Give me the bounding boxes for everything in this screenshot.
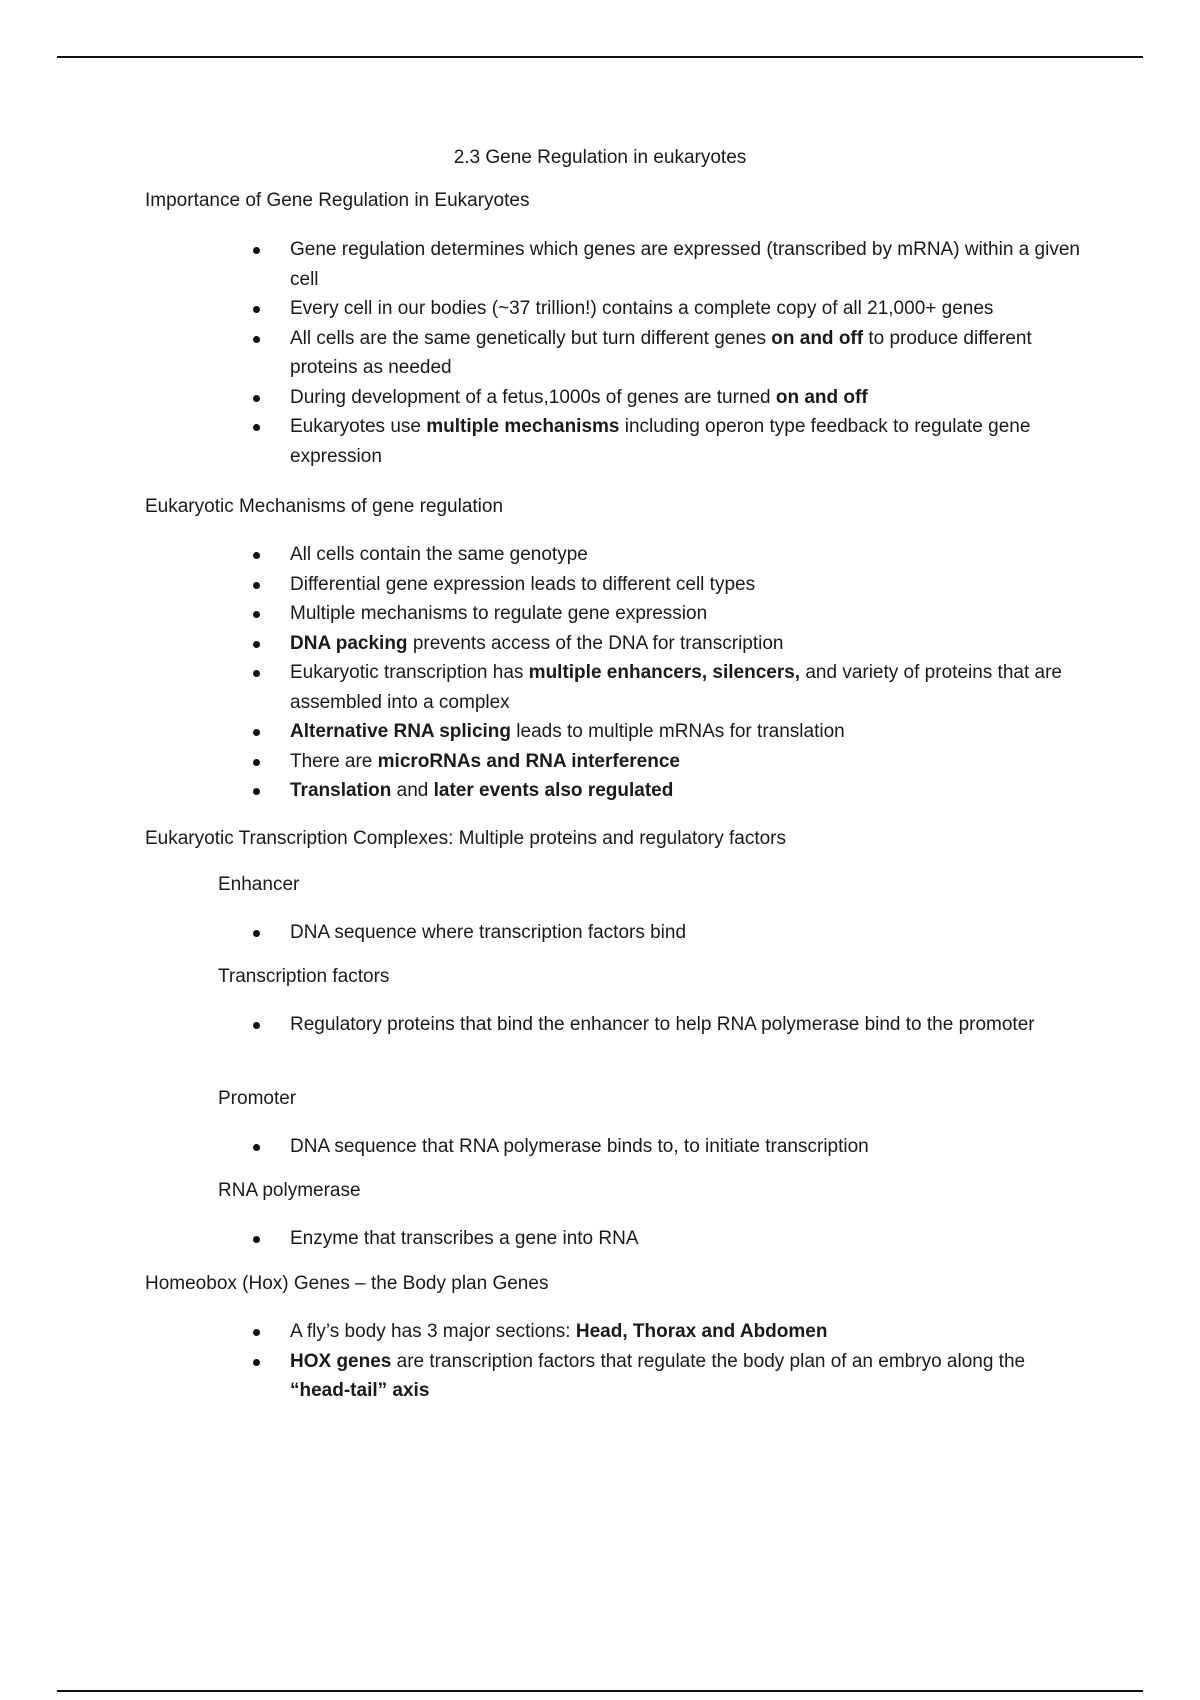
section-heading-mechanisms: Eukaryotic Mechanisms of gene regulation [145, 496, 504, 517]
list-item: Eukaryotic transcription has multiple enhancers, silencers, and variety of proteins that are assembled into a complex [250, 658, 1090, 717]
list-item: During development of a fetus,1000s of genes are turned on and off [250, 383, 1090, 413]
list-item: DNA packing prevents access of the DNA for transcription [250, 629, 1090, 659]
list-item: Differential gene expression leads to different cell types [250, 570, 1090, 600]
enhancer-list [250, 918, 1090, 948]
importance-list [250, 235, 1090, 471]
list-item: Alternative RNA splicing leads to multiple mRNAs for translation [250, 717, 1090, 747]
top-rule [57, 56, 1143, 58]
promoter-list [250, 1132, 1090, 1162]
section-heading-complexes: Eukaryotic Transcription Complexes: Multiple proteins and regulatory factors [145, 828, 787, 849]
list-item: Multiple mechanisms to regulate gene expression [250, 599, 1090, 629]
list-item: DNA sequence that RNA polymerase binds to, to initiate transcription [250, 1132, 1090, 1162]
section-heading-hox: Homeobox (Hox) Genes – the Body plan Genes [145, 1273, 549, 1294]
list-item: All cells contain the same genotype [250, 540, 1090, 570]
list-item: Gene regulation determines which genes are expressed (transcribed by mRNA) within a given cell [250, 235, 1090, 294]
list-item: Enzyme that transcribes a gene into RNA [250, 1224, 1090, 1254]
list-item: Every cell in our bodies (~37 trillion!) contains a complete copy of all 21,000+ genes [250, 294, 1090, 324]
list-item: Regulatory proteins that bind the enhancer to help RNA polymerase bind to the promoter [250, 1010, 1090, 1040]
list-item: Eukaryotes use multiple mechanisms including operon type feedback to regulate gene expression [250, 412, 1090, 471]
list-item: A fly’s body has 3 major sections: Head, Thorax and Abdomen [250, 1317, 1090, 1347]
subheading-enhancer: Enhancer [218, 874, 300, 895]
hox-list [250, 1317, 1090, 1406]
subheading-rna-polymerase: RNA polymerase [218, 1180, 361, 1201]
list-item: Translation and later events also regulated [250, 776, 1090, 806]
list-item: DNA sequence where transcription factors bind [250, 918, 1090, 948]
tfactors-list [250, 1010, 1090, 1040]
polymerase-list [250, 1224, 1090, 1254]
list-item: All cells are the same genetically but turn different genes on and off to produce different proteins as needed [250, 324, 1090, 383]
list-item: There are microRNAs and RNA interference [250, 747, 1090, 777]
bottom-rule [57, 1690, 1143, 1692]
section-heading-importance: Importance of Gene Regulation in Eukaryotes [145, 190, 530, 211]
page-title: 2.3 Gene Regulation in eukaryotes [453, 147, 747, 168]
mechanisms-list [250, 540, 1090, 806]
subheading-transcription-factors: Transcription factors [218, 966, 390, 987]
subheading-promoter: Promoter [218, 1088, 297, 1109]
list-item: HOX genes are transcription factors that regulate the body plan of an embryo along the “head-tail” axis [250, 1347, 1090, 1406]
